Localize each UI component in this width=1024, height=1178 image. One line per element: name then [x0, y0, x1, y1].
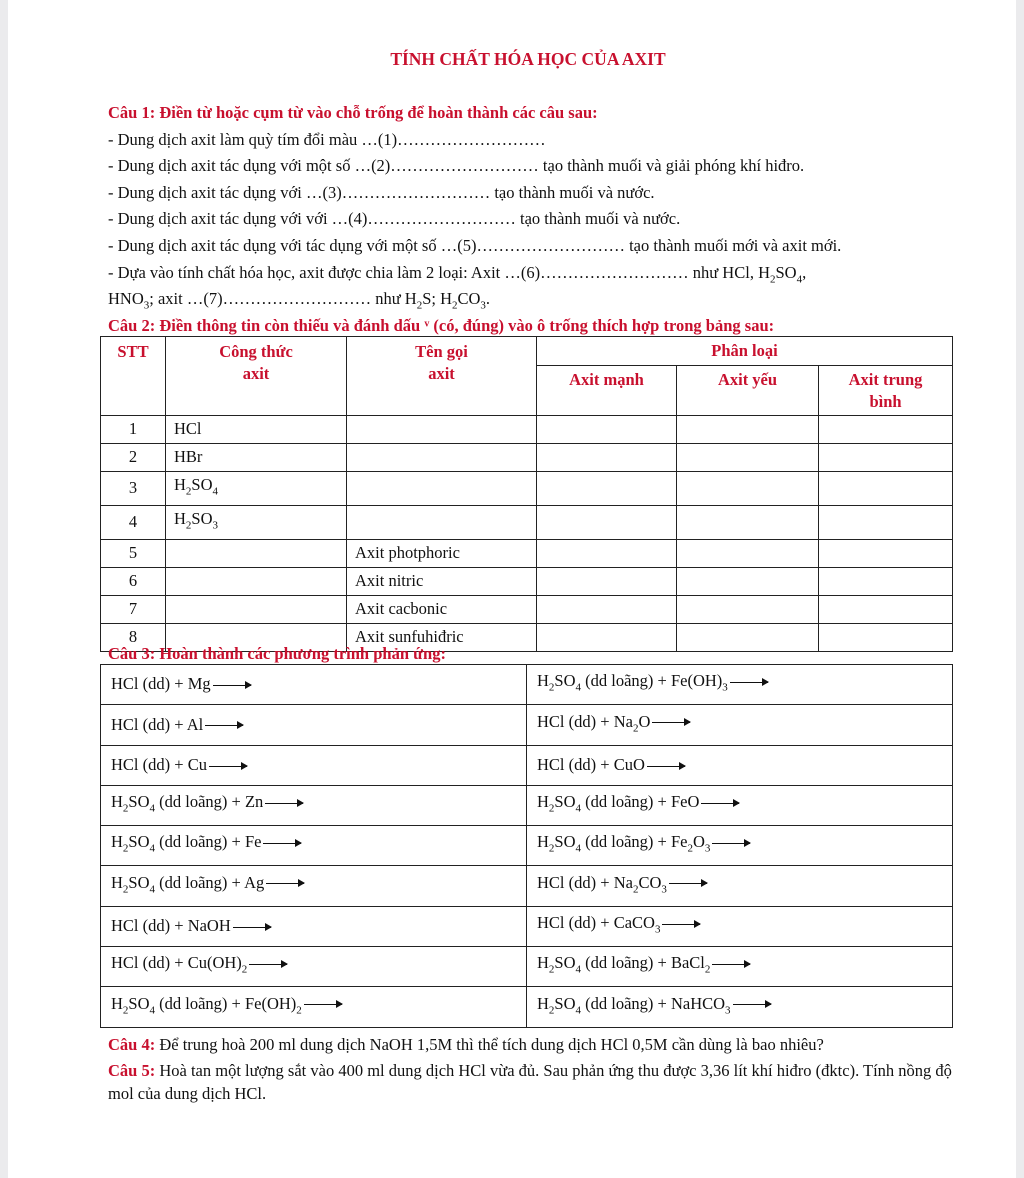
- q1-line-5: - Dung dịch axit tác dụng với tác dụng với một số …(5)……………………… tạo thành muối mới và axit mới.: [108, 235, 842, 255]
- arrow-right-icon: [209, 766, 247, 767]
- header-formula: Công thức axit: [166, 337, 347, 416]
- table-row: [101, 826, 953, 866]
- arrow-right-icon: [304, 1004, 342, 1005]
- equation-cell: HCl (dd) + CuO: [527, 745, 953, 785]
- question-5-label: Câu 5:: [108, 1061, 156, 1080]
- q1-line-1: - Dung dịch axit làm quỳ tím đổi màu …(1)………………………: [108, 129, 546, 149]
- q1-line-7: $HNO_3$; axit …(7)……………………… như $H_2S$; $H_2CO_3$.: [108, 289, 491, 312]
- table-row: 4 $H_2SO_3$: [101, 505, 953, 539]
- equation-cell: $H_2SO_4$ (dd loãng) + NaHCO$_3$: [527, 987, 953, 1027]
- question-5-text: Hoà tan một lượng sắt vào 400 ml dung dịch HCl vừa đủ. Sau phản ứng thu được 3,36 lít khí hiđro (đktc). Tính nồng độ mol của dung dịch HCl.: [108, 1061, 952, 1103]
- arrow-right-icon: [266, 883, 304, 884]
- page-title: TÍNH CHẤT HÓA HỌC CỦA AXIT: [390, 49, 666, 69]
- arrow-right-icon: [669, 883, 707, 884]
- header-medium: Axit trung bình: [819, 366, 953, 416]
- question-4: [108, 1032, 824, 1059]
- table-row: [101, 947, 953, 987]
- table-row: [101, 866, 953, 906]
- acid-classification-table: [100, 336, 953, 652]
- arrow-right-icon: [233, 927, 271, 928]
- table-row: [101, 987, 953, 1027]
- equation-cell: HCl (dd) + Al: [101, 705, 527, 745]
- header-strong: Axit mạnh: [537, 366, 677, 416]
- header-stt: STT: [101, 337, 166, 416]
- question-4-text: Để trung hoà 200 ml dung dịch NaOH 1,5M thì thể tích dung dịch HCl 0,5M cần dùng là bao nhiêu?: [155, 1035, 824, 1054]
- equation-cell: $H_2SO_4$ (dd loãng) + BaCl$_2$: [527, 947, 953, 987]
- equation-cell: HCl (dd) + Mg: [101, 665, 527, 705]
- q1-line-4: - Dung dịch axit tác dụng với với …(4)……………………… tạo thành muối và nước.: [108, 209, 681, 228]
- question-4-label: Câu 4:: [108, 1035, 156, 1054]
- table-row: 2 HBr: [101, 444, 953, 472]
- table-row: [101, 906, 953, 946]
- arrow-right-icon: [249, 964, 287, 965]
- equation-cell: HCl (dd) + NaOH: [101, 906, 527, 946]
- question-1-heading: Câu 1: Điền từ hoặc cụm từ vào chỗ trống để hoàn thành các câu sau:: [108, 103, 598, 122]
- header-weak: Axit yếu: [677, 366, 819, 416]
- arrow-right-icon: [213, 685, 251, 686]
- header-classification: Phân loại: [537, 337, 953, 366]
- q1-line-3: - Dung dịch axit tác dụng với …(3)……………………… tạo thành muối và nước.: [108, 182, 655, 202]
- question-1: [108, 100, 954, 316]
- table-row: 1 HCl: [101, 416, 953, 444]
- equation-cell: HCl (dd) + Cu: [101, 745, 527, 785]
- equation-cell: $H_2SO_4$ (dd loãng) + Fe: [101, 826, 527, 866]
- arrow-right-icon: [701, 803, 739, 804]
- header-name: Tên gọi axit: [347, 337, 537, 416]
- equation-cell: $H_2SO_4$ (dd loãng) + $Fe(OH)_2$: [101, 987, 527, 1027]
- table-header-row: [101, 337, 953, 366]
- reaction-equations-table: [100, 664, 953, 1028]
- arrow-right-icon: [712, 964, 750, 965]
- question-3-heading: Câu 3: Hoàn thành các phương trình phản ứng:: [108, 644, 446, 663]
- arrow-right-icon: [652, 722, 690, 723]
- arrow-right-icon: [265, 803, 303, 804]
- arrow-right-icon: [733, 1004, 771, 1005]
- table-row: [101, 705, 953, 745]
- table-row: [101, 665, 953, 705]
- table-row: 3 $H_2SO_4$: [101, 472, 953, 506]
- table-row: 7 Axit cacbonic: [101, 595, 953, 623]
- equation-cell: HCl $(dd) + Cu(OH)_2$: [101, 947, 527, 987]
- table-row: [101, 785, 953, 825]
- equation-cell: $H_2SO_4$ (dd loãng) + FeO: [527, 785, 953, 825]
- table-row: 5 Axit photphoric: [101, 539, 953, 567]
- question-5: [108, 1059, 954, 1105]
- arrow-right-icon: [712, 843, 750, 844]
- equation-cell: $H_2SO_4$ (dd loãng) + Ag: [101, 866, 527, 906]
- equation-cell: $H_2SO_4$ (dd loãng) + Zn: [101, 785, 527, 825]
- table-row: 6 Axit nitric: [101, 567, 953, 595]
- arrow-right-icon: [263, 843, 301, 844]
- document-page: [8, 0, 1016, 1178]
- table-row: 8 Axit sunfuhiđric: [101, 623, 953, 651]
- equation-cell: HCl $(dd) + Na_2CO_3$: [527, 866, 953, 906]
- q1-line-2: - Dung dịch axit tác dụng với một số …(2)……………………… tạo thành muối và giải phóng khí hiđro.: [108, 156, 805, 175]
- equation-cell: HCl (dd) + CaCO$_3$: [527, 906, 953, 946]
- equation-cell: $H_2SO_4$ (dd loãng) + $Fe(OH)_3$: [527, 665, 953, 705]
- arrow-right-icon: [647, 766, 685, 767]
- arrow-right-icon: [730, 682, 768, 683]
- arrow-right-icon: [205, 725, 243, 726]
- table-row: [101, 745, 953, 785]
- equation-cell: HCl $(dd) + Na_2O$: [527, 705, 953, 745]
- equation-cell: $H_2SO_4$ (dd loãng) + $Fe_2O_3$: [527, 826, 953, 866]
- question-2-heading: Câu 2: Điền thông tin còn thiếu và đánh dấu ᵛ (có, đúng) vào ô trống thích hợp trong bảng sau:: [108, 316, 775, 335]
- arrow-right-icon: [662, 924, 700, 925]
- q1-line-6: - Dựa vào tính chất hóa học, axit được chia làm 2 loại: Axit …(6)……………………… như HCl, $H_2SO_4$,: [108, 263, 807, 286]
